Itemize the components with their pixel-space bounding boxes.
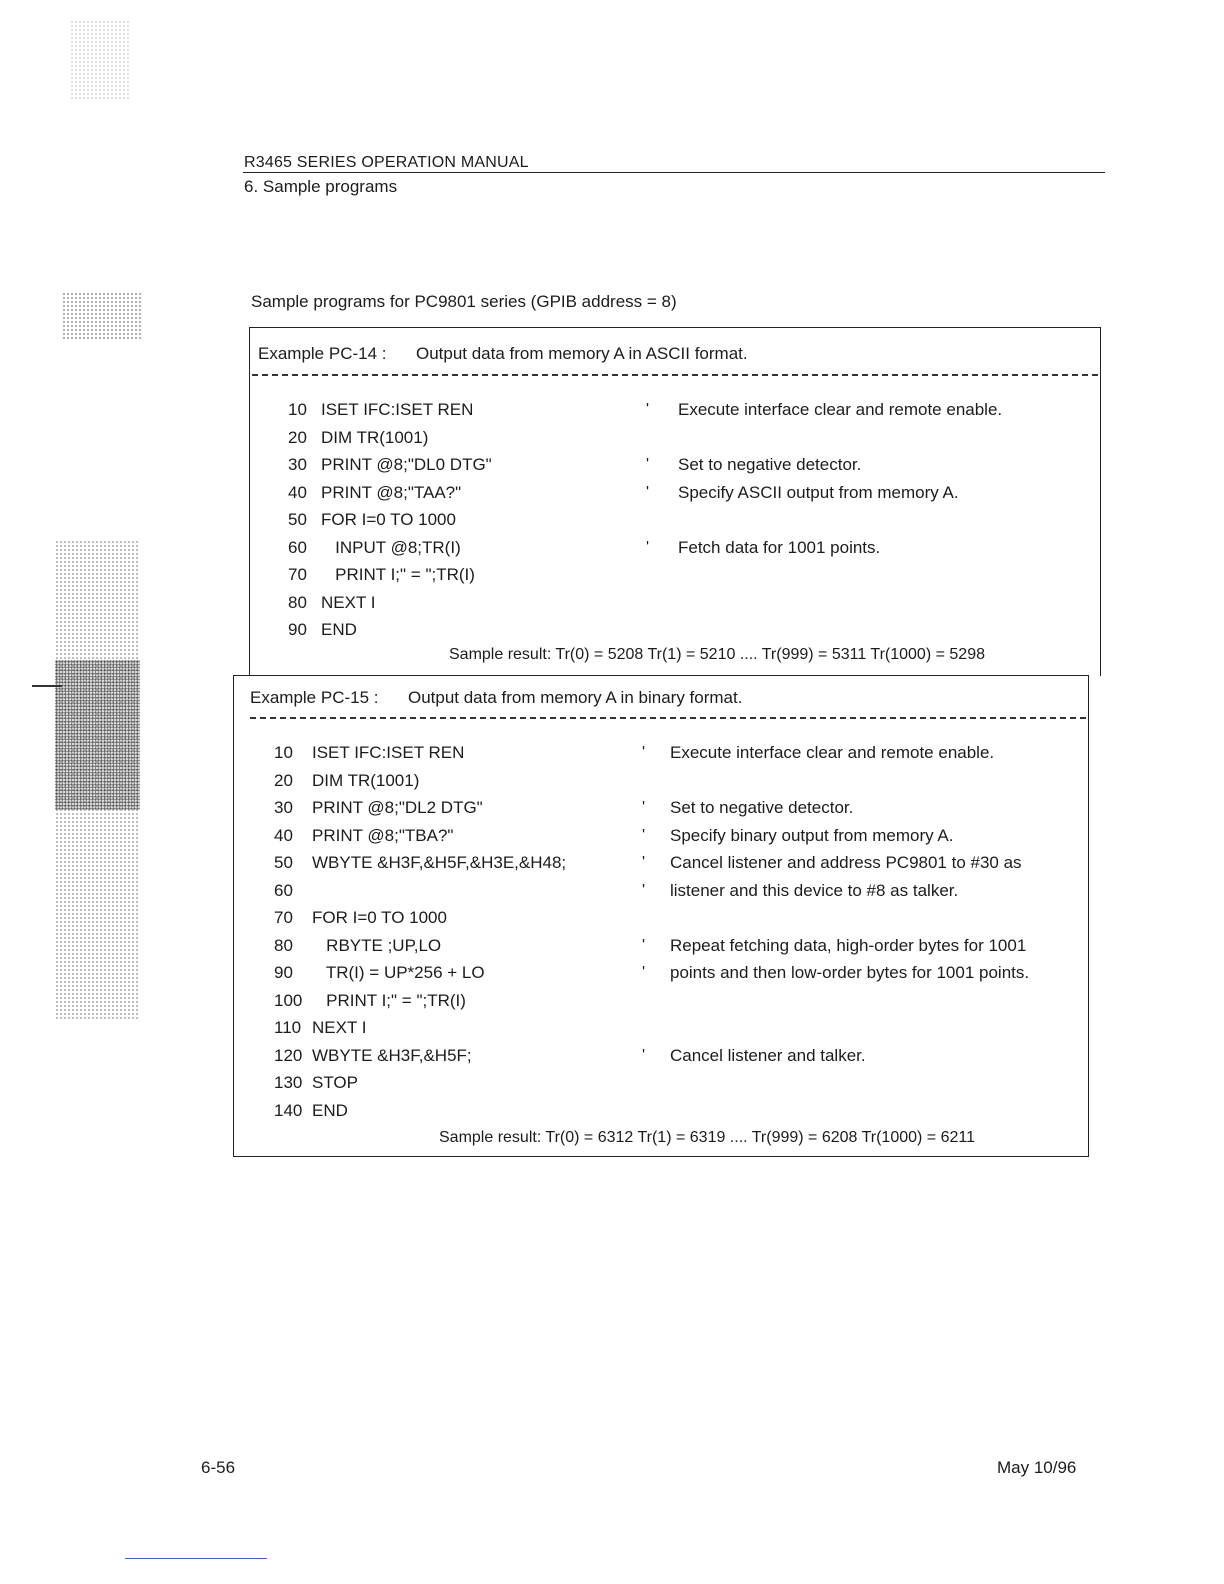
comment-mark: ' (646, 401, 650, 418)
line-number: 90 (288, 620, 307, 639)
line-number: 100 (274, 990, 303, 1010)
code-comment: Execute interface clear and remote enable. (678, 400, 1003, 419)
code-line: PRINT I;" = ";TR(I) (321, 565, 475, 584)
example-pc14-result: Sample result: Tr(0) = 5208 Tr(1) = 5210 .... Tr(999) = 5311 Tr(1000) = 5298 (449, 646, 985, 663)
example-pc14-box (249, 327, 1101, 676)
code-line: DIM TR(1001) (312, 770, 420, 790)
example-pc14-description: Output data from memory A in ASCII format. (415, 344, 748, 363)
code-line: ISET IFC:ISET REN (321, 400, 474, 419)
line-number: 20 (288, 427, 307, 447)
line-number: 60 (288, 537, 307, 557)
comment-mark: ' (642, 744, 646, 761)
code-line: STOP (312, 1073, 358, 1092)
bottom-rule (125, 1558, 267, 1559)
line-number: 70 (288, 565, 307, 584)
code-line: PRINT @8;"DL2 DTG" (312, 798, 483, 817)
code-line: PRINT @8;"DL0 DTG" (321, 455, 492, 474)
code-line: TR(I) = UP*256 + LO (312, 963, 485, 982)
example-pc14-title (258, 344, 748, 364)
code-line: INPUT @8;TR(I) (321, 537, 461, 557)
line-number: 120 (274, 1045, 303, 1065)
comment-mark: ' (642, 964, 646, 981)
line-number: 80 (288, 592, 307, 612)
example-pc15-box (233, 675, 1089, 1157)
scan-mark-line (32, 685, 62, 687)
code-line: PRINT I;" = ";TR(I) (312, 990, 466, 1010)
line-number: 110 (274, 1018, 302, 1037)
line-number: 30 (288, 455, 307, 474)
line-number: 30 (274, 798, 293, 817)
code-comment: Repeat fetching data, high-order bytes for 1001 (670, 935, 1027, 955)
comment-mark: ' (642, 881, 646, 899)
code-comment: Fetch data for 1001 points. (678, 537, 881, 557)
line-number: 40 (274, 825, 293, 845)
example-pc15-description: Output data from memory A in binary format. (407, 688, 743, 707)
code-comment: listener and this device to #8 as talker. (670, 880, 959, 900)
line-number: 10 (288, 400, 307, 419)
scan-noise-hole-1 (62, 292, 142, 340)
comment-mark: ' (642, 799, 646, 816)
line-number: 80 (274, 935, 293, 955)
intro-text: Sample programs for PC9801 series (GPIB address = 8) (251, 292, 677, 311)
code-line: NEXT I (321, 592, 376, 612)
code-comment: Specify ASCII output from memory A. (678, 482, 959, 502)
line-number: 70 (274, 908, 293, 927)
code-line: WBYTE &H3F,&H5F; (312, 1045, 472, 1065)
line-number: 20 (274, 770, 293, 790)
comment-mark: ' (646, 483, 650, 501)
scan-noise-top (70, 20, 130, 100)
example-pc14-label: Example PC-14 : (258, 344, 387, 363)
code-line: FOR I=0 TO 1000 (321, 510, 456, 529)
code-line: END (312, 1100, 348, 1120)
header-rule (243, 172, 1105, 173)
comment-mark: ' (642, 1046, 646, 1064)
line-number: 90 (274, 963, 293, 982)
code-comment: Cancel listener and talker. (670, 1045, 866, 1065)
scan-noise-hole-2 (55, 660, 140, 810)
code-line: ISET IFC:ISET REN (312, 743, 465, 762)
code-line: PRINT @8;"TBA?" (312, 825, 454, 845)
manual-title: R3465 SERIES OPERATION MANUAL (244, 154, 529, 171)
revision-date: May 10/96 (997, 1458, 1077, 1477)
line-number: 50 (288, 510, 307, 529)
line-number: 40 (288, 482, 307, 502)
section-title: 6. Sample programs (244, 177, 398, 196)
example-pc15-dash-rule (250, 717, 1086, 719)
line-number: 140 (274, 1100, 303, 1120)
comment-mark: ' (646, 456, 650, 473)
example-pc15-title (250, 688, 742, 708)
line-number: 60 (274, 880, 293, 900)
line-number: 10 (274, 743, 293, 762)
example-pc15-result: Sample result: Tr(0) = 6312 Tr(1) = 6319 .... Tr(999) = 6208 Tr(1000) = 6211 (439, 1129, 975, 1146)
code-line: NEXT I (312, 1018, 367, 1037)
line-number: 50 (274, 853, 293, 872)
comment-mark: ' (642, 936, 646, 954)
code-line: END (321, 620, 357, 639)
code-comment: points and then low-order bytes for 1001 points. (670, 963, 1030, 982)
example-pc14-dash-rule (252, 374, 1098, 376)
code-comment: Cancel listener and address PC9801 to #30 as (670, 853, 1022, 872)
example-pc15-label: Example PC-15 : (250, 688, 379, 707)
code-line: DIM TR(1001) (321, 427, 429, 447)
comment-mark: ' (642, 854, 646, 871)
code-comment: Set to negative detector. (678, 455, 862, 474)
comment-mark: ' (642, 826, 646, 844)
line-number: 130 (274, 1073, 303, 1092)
page-number: 6-56 (201, 1458, 236, 1477)
code-comment: Execute interface clear and remote enable. (670, 743, 995, 762)
code-comment: Set to negative detector. (670, 798, 854, 817)
code-line: PRINT @8;"TAA?" (321, 482, 462, 502)
code-line: WBYTE &H3F,&H5F,&H3E,&H48; (312, 853, 567, 872)
code-line: RBYTE ;UP,LO (312, 935, 442, 955)
code-line: FOR I=0 TO 1000 (312, 908, 447, 927)
comment-mark: ' (646, 538, 650, 556)
code-comment: Specify binary output from memory A. (670, 825, 954, 845)
